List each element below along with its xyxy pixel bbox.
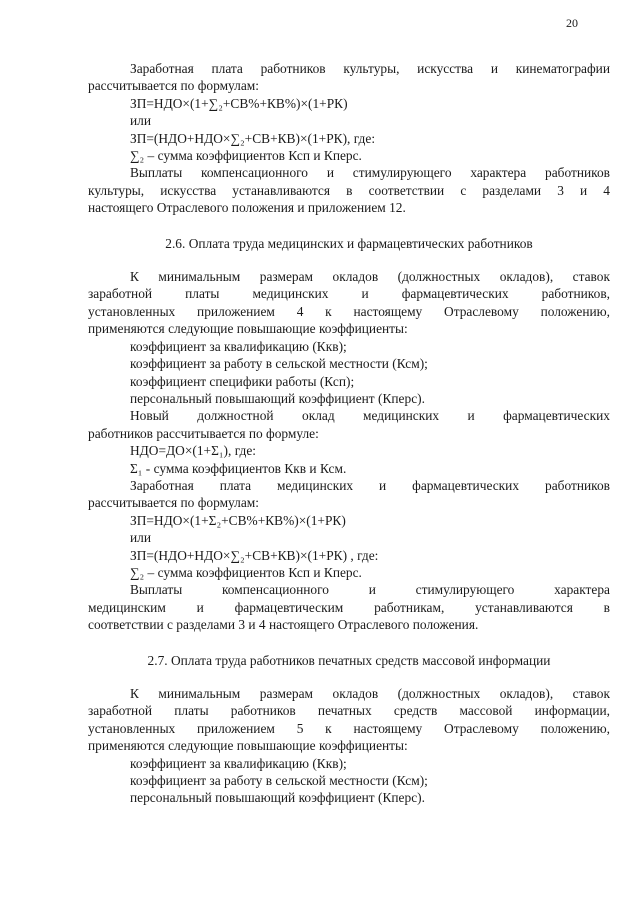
paragraph-line: медицинским и фармацевтическим работникам, устанавливаются в xyxy=(88,599,610,615)
paragraph-line: или xyxy=(130,530,152,546)
section-heading: 2.7. Оплата труда работников печатных средств массовой информации xyxy=(147,652,551,668)
paragraph-line: соответствии с разделами 3 и 4 настоящего Отраслевого положения. xyxy=(88,617,479,633)
paragraph-line: ∑₂ – сумма коэффициентов Ксп и Кперс. xyxy=(130,564,362,580)
section-heading: 2.6. Оплата труда медицинских и фармацевтических работников xyxy=(165,235,533,251)
paragraph-line: заработной платы медицинских и фармацевтических работников, xyxy=(88,286,610,302)
paragraph-line: коэффициент за работу в сельской местности (Ксм); xyxy=(130,356,428,372)
paragraph-line: культуры, искусства устанавливаются в соответствии с разделами 3 и 4 xyxy=(88,182,610,198)
spacer xyxy=(88,669,610,685)
paragraph-line: установленных приложением 5 к настоящему Отраслевому положению, xyxy=(88,720,610,736)
paragraph-line: К минимальным размерам окладов (должностных окладов), ставок xyxy=(130,686,610,701)
spacer xyxy=(88,252,610,268)
paragraph-line: персональный повышающий коэффициент (Кперс). xyxy=(130,790,425,806)
paragraph-line: коэффициент специфики работы (Ксп); xyxy=(130,373,355,389)
paragraph-line: Выплаты компенсационного и стимулирующего характера работников xyxy=(130,165,610,181)
paragraph-line: работников рассчитывается по формуле: xyxy=(88,425,319,441)
paragraph-line: ∑₂ – сумма коэффициентов Ксп и Кперс. xyxy=(130,148,362,164)
paragraph-line: ЗП=(НДО+НДО×∑₂+СВ+КВ)×(1+РК), где: xyxy=(130,130,376,146)
paragraph-line: Выплаты компенсационного и стимулирующего характера xyxy=(130,582,610,598)
paragraph-line: Заработная плата медицинских и фармацевтических работников xyxy=(130,477,610,493)
document-body xyxy=(88,60,610,807)
paragraph-line: установленных приложением 4 к настоящему Отраслевому положению, xyxy=(88,303,610,319)
paragraph-line: или xyxy=(130,113,152,129)
spacer xyxy=(88,217,610,235)
paragraph-line: настоящего Отраслевого положения и приложением 12. xyxy=(88,200,406,216)
paragraph-line: коэффициент за квалификацию (Ккв); xyxy=(130,755,347,771)
paragraph-line: ЗП=НДО×(1+∑₂+СВ%+КВ%)×(1+РК) xyxy=(130,95,348,111)
spacer xyxy=(88,634,610,652)
paragraph-line: коэффициент за работу в сельской местности (Ксм); xyxy=(130,773,428,789)
paragraph-line: ЗП=НДО×(1+Σ₂+СВ%+КВ%)×(1+РК) xyxy=(130,512,346,528)
paragraph-line: рассчитывается по формулам: xyxy=(88,78,259,94)
paragraph-line: Σ₁ - сумма коэффициентов Ккв и Ксм. xyxy=(130,460,347,476)
paragraph-line: К минимальным размерам окладов (должностных окладов), ставок xyxy=(130,269,610,285)
paragraph-line: ЗП=(НДО+НДО×∑₂+СВ+КВ)×(1+РК) , где: xyxy=(130,547,379,563)
paragraph-line: Заработная плата работников культуры, искусства и кинематографии xyxy=(130,61,610,76)
paragraph-line: персональный повышающий коэффициент (Кперс). xyxy=(130,390,425,406)
paragraph-line: коэффициент за квалификацию (Ккв); xyxy=(130,338,347,354)
paragraph-line: применяются следующие повышающие коэффициенты: xyxy=(88,321,408,337)
paragraph-line: заработной платы работников печатных средств массовой информации, xyxy=(88,703,610,719)
page-number: 20 xyxy=(566,16,578,30)
paragraph-line: НДО=ДО×(1+Σ₁), где: xyxy=(130,443,257,459)
paragraph-line: Новый должностной оклад медицинских и фармацевтических xyxy=(130,408,610,424)
paragraph-line: рассчитывается по формулам: xyxy=(88,495,259,511)
paragraph-line: применяются следующие повышающие коэффициенты: xyxy=(88,738,408,754)
